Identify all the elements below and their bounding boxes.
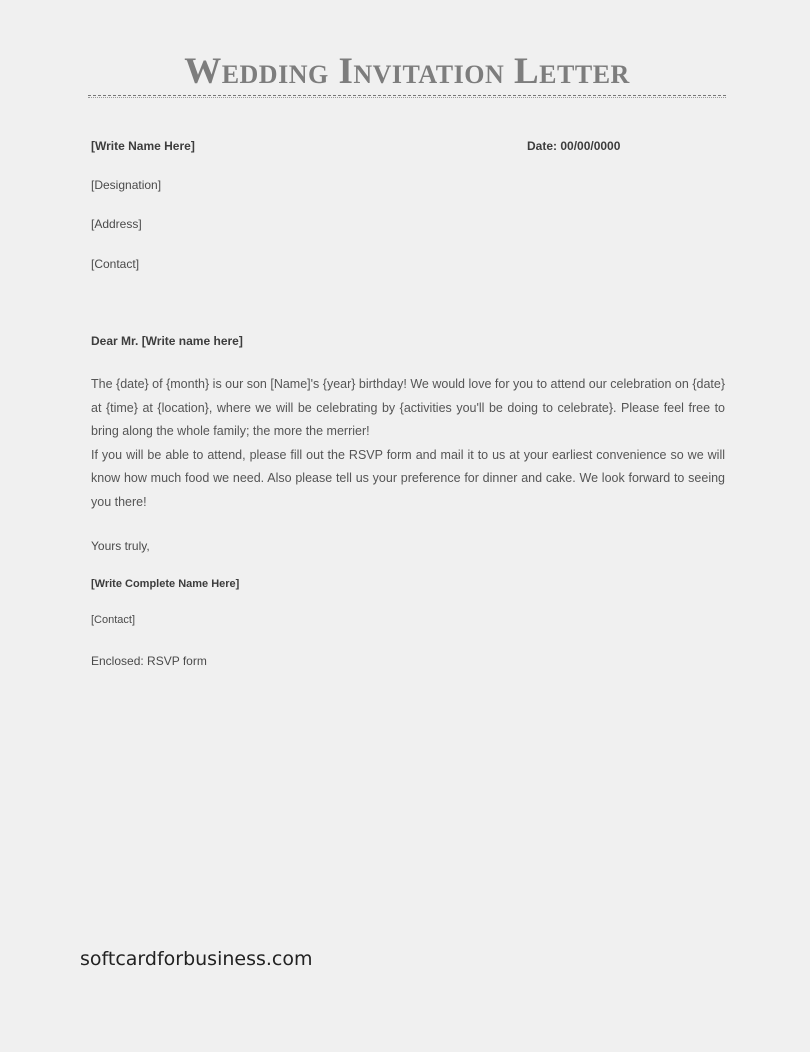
sender-address: [Address] — [91, 217, 142, 231]
signature-name: [Write Complete Name Here] — [91, 578, 240, 590]
title-divider-secondary — [88, 97, 726, 98]
salutation: Dear Mr. [Write name here] — [91, 334, 243, 348]
title-divider — [88, 95, 726, 96]
sender-designation: [Designation] — [91, 178, 162, 192]
website-watermark: softcardforbusiness.com — [80, 948, 313, 970]
signature-contact: [Contact] — [91, 614, 136, 626]
enclosure-note: Enclosed: RSVP form — [91, 654, 207, 668]
sender-contact: [Contact] — [91, 257, 140, 271]
body-paragraph-1: The {date} of {month} is our son [Name]'s {year} birthday! We would love for you to attend our celebration on {date} at {time} at {location}, where we will be celebrating by {activities you'll be doing to celebrate}. Please feel free to bring along the whole family; the more the merrier! — [91, 377, 725, 438]
letter-title: Wedding Invitation Letter — [184, 51, 630, 92]
closing: Yours truly, — [91, 539, 150, 553]
body-paragraph-2: If you will be able to attend, please fill out the RSVP form and mail it to us at your earliest convenience so we will know how much food we need. Also please tell us your preference for dinner and cake. We look forward to seeing you there! — [91, 447, 725, 509]
letter-date: Date: 00/00/0000 — [527, 139, 621, 153]
sender-name: [Write Name Here] — [91, 139, 195, 153]
letter-body — [91, 373, 725, 514]
